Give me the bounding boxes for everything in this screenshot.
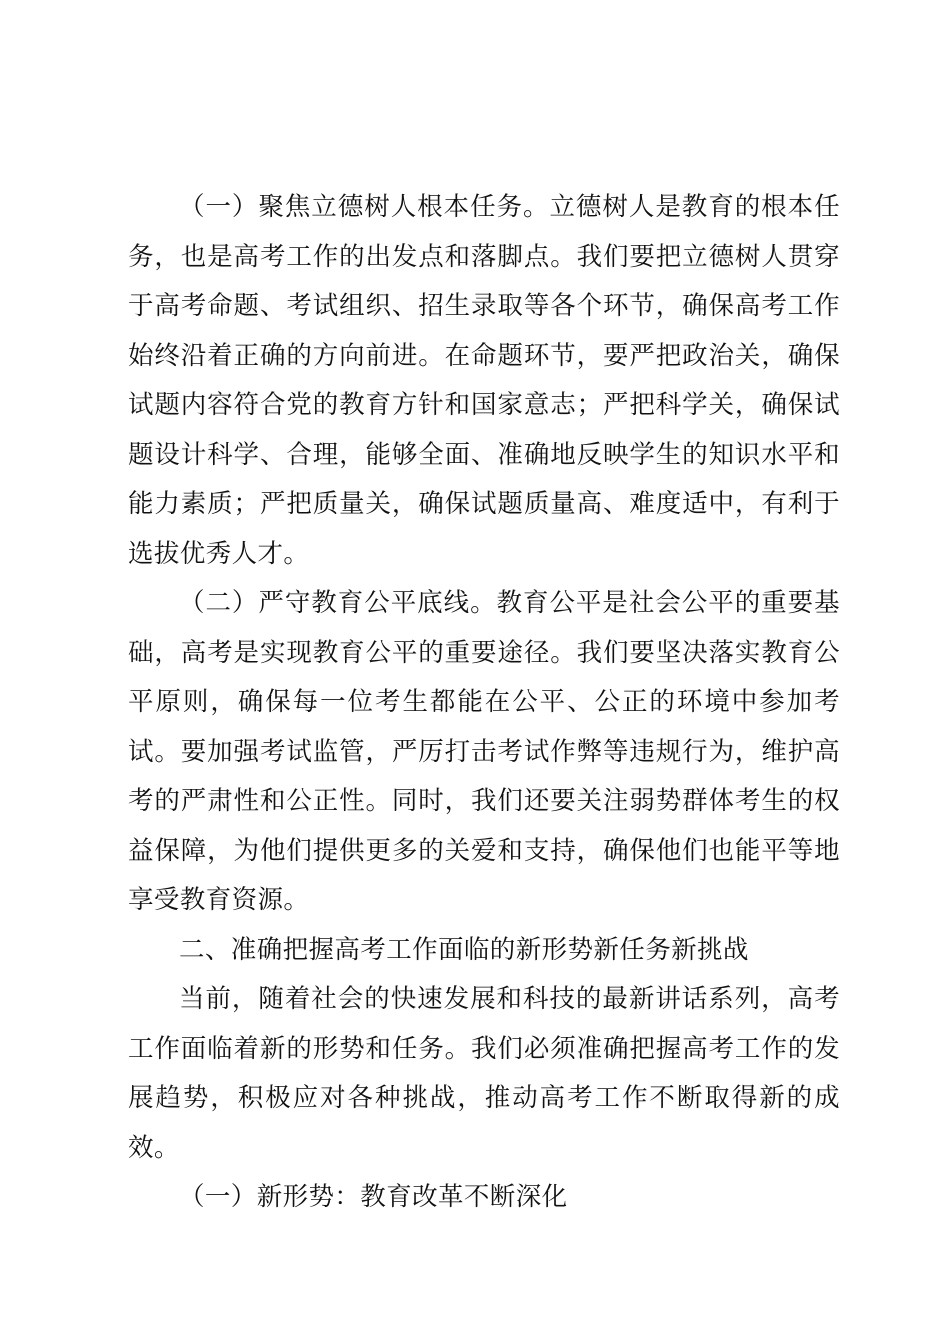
paragraph-moral-education: （一）聚焦立德树人根本任务。立德树人是教育的根本任务，也是高考工作的出发点和落脚点。我们要把立德树人贯穿于高考命题、考试组织、招生录取等各个环节，确保高考工作始终沿着正确的方向前进。在命题环节，要严把政治关，确保试题内容符合党的教育方针和国家意志；严把科学关，确保试题设计科学、合理，能够全面、准确地反映学生的知识水平和能力素质；严把质量关，确保试题质量高、难度适中，有利于选拔优秀人才。 [128, 192, 840, 569]
paragraph-current-situation: 当前，随着社会的快速发展和科技的最新讲话系列，高考工作面临着新的形势和任务。我们必须准确把握高考工作的发展趋势，积极应对各种挑战，推动高考工作不断取得新的成效。 [128, 984, 840, 1163]
subheading-education-reform: （一）新形势：教育改革不断深化 [179, 1182, 568, 1212]
section-heading-new-situation: 二、准确把握高考工作面临的新形势新任务新挑战 [179, 934, 749, 965]
paragraph-education-fairness: （二）严守教育公平底线。教育公平是社会公平的重要基础，高考是实现教育公平的重要途径。我们要坚决落实教育公平原则，确保每一位考生都能在公平、公正的环境中参加考试。要加强考试监管，严厉打击考试作弊等违规行为，维护高考的严肃性和公正性。同时，我们还要关注弱势群体考生的权益保障，为他们提供更多的关爱和支持，确保他们也能平等地享受教育资源。 [128, 588, 840, 915]
document-body [128, 183, 840, 1223]
